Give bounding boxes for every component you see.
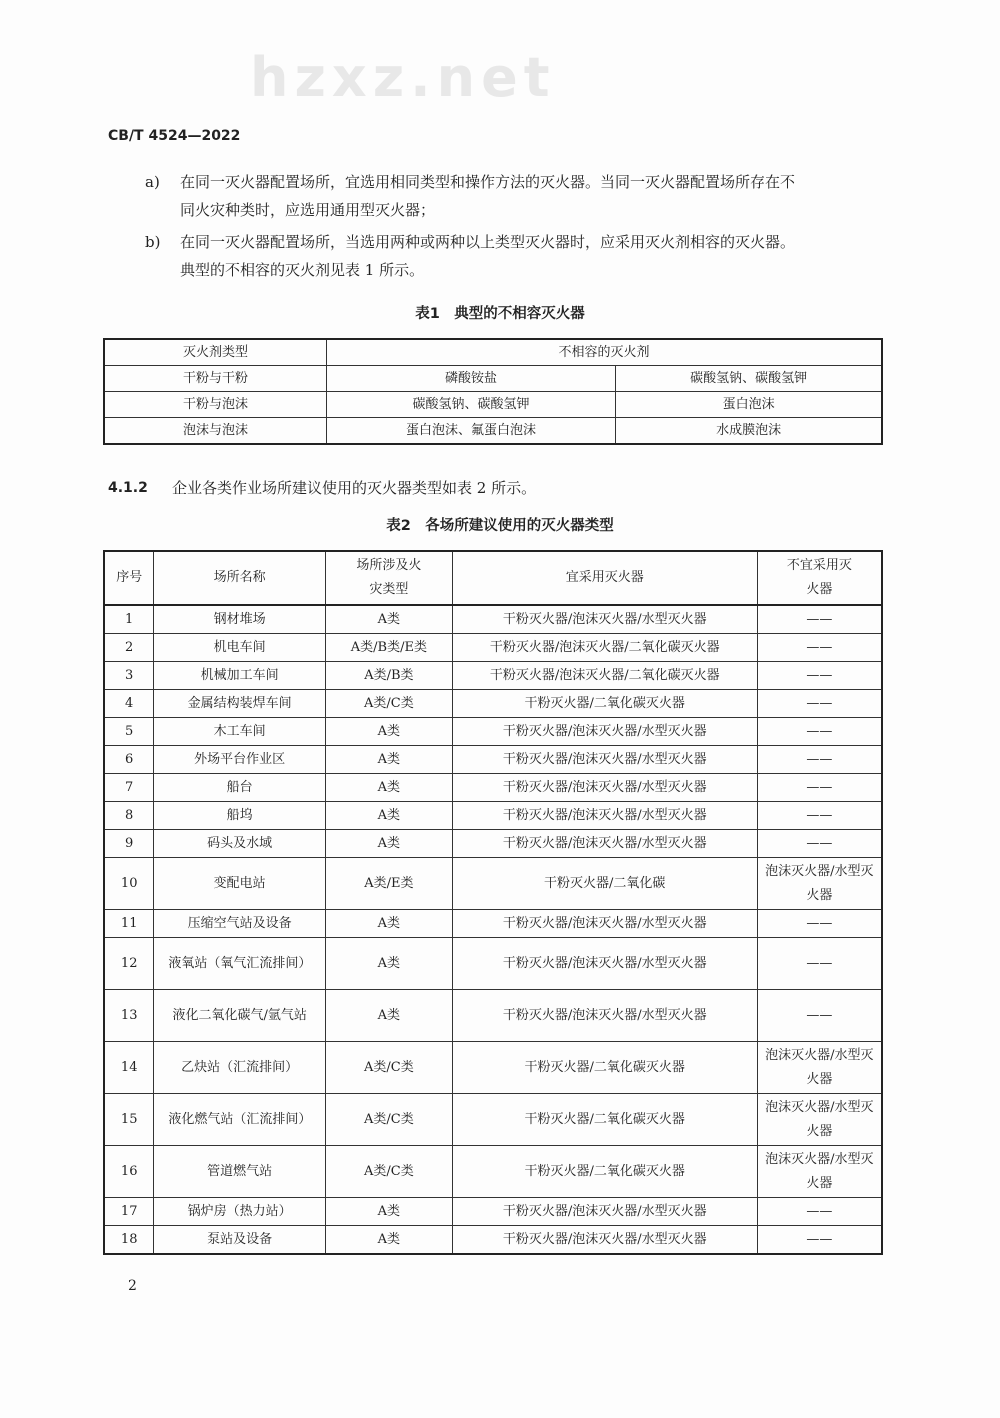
table-cell: A类 [325, 990, 452, 1042]
table-cell: 外场平台作业区 [154, 746, 326, 774]
line: 在同一灭火器配置场所，当选用两种或两种以上类型灭火器时，应采用灭火剂相容的灭火器。 [180, 233, 796, 251]
table-cell: —— [757, 938, 882, 990]
table-cell: 干粉灭火器/二氧化碳灭火器 [452, 690, 757, 718]
table-cell: 17 [104, 1198, 154, 1226]
table-cell: A类 [325, 910, 452, 938]
table-cell: 4 [104, 690, 154, 718]
table-cell: 11 [104, 910, 154, 938]
table2 [103, 550, 883, 1255]
table-cell: 干粉灭火器/泡沫灭火器/水型灭火器 [452, 774, 757, 802]
table-row [104, 718, 882, 746]
table-cell: A类 [325, 774, 452, 802]
table-cell: 锅炉房（热力站） [154, 1198, 326, 1226]
header-cell: 场所名称 [154, 551, 326, 605]
table-row [104, 392, 882, 418]
table-row [104, 830, 882, 858]
table-cell: 1 [104, 605, 154, 634]
table-cell: —— [757, 690, 882, 718]
header-cell: 不相容的灭火剂 [326, 339, 882, 366]
table-cell: 干粉灭火器/泡沫灭火器/二氧化碳灭火器 [452, 662, 757, 690]
table-cell: 干粉灭火器/泡沫灭火器/二氧化碳灭火器 [452, 634, 757, 662]
table-cell: —— [757, 662, 882, 690]
table-cell: A类 [325, 938, 452, 990]
table-cell: 泡沫灭火器/水型灭火器 [757, 858, 882, 910]
table-cell: 磷酸铵盐 [326, 366, 615, 392]
header-cell: 宜采用灭火器 [452, 551, 757, 605]
line: 典型的不相容的灭火剂见表 1 所示。 [180, 261, 425, 279]
table-cell: 干粉灭火器/泡沫灭火器/水型灭火器 [452, 830, 757, 858]
table-cell: —— [757, 910, 882, 938]
table1 [103, 338, 883, 445]
table-cell: A类/C类 [325, 1094, 452, 1146]
table-cell: 干粉灭火器/泡沫灭火器/水型灭火器 [452, 746, 757, 774]
table-cell: 液化二氧化碳气/氩气站 [154, 990, 326, 1042]
table-cell: A类/C类 [325, 690, 452, 718]
table-cell: A类 [325, 802, 452, 830]
table-row [104, 990, 882, 1042]
table-row [104, 746, 882, 774]
table-cell: —— [757, 634, 882, 662]
page-number: 2 [128, 1278, 137, 1294]
table-cell: —— [757, 1226, 882, 1255]
table-cell: 10 [104, 858, 154, 910]
table-row [104, 366, 882, 392]
table-row [104, 1226, 882, 1255]
table-cell: —— [757, 802, 882, 830]
table-cell: 泵站及设备 [154, 1226, 326, 1255]
table-cell: A类 [325, 830, 452, 858]
table-row [104, 662, 882, 690]
list-item-a-label: a) [145, 173, 160, 191]
table-row [104, 605, 882, 634]
table-cell: 钢材堆场 [154, 605, 326, 634]
table-cell: 水成膜泡沫 [616, 418, 882, 445]
table-row [104, 774, 882, 802]
table-row [104, 1042, 882, 1094]
list-item-b [180, 228, 890, 284]
table-cell: 15 [104, 1094, 154, 1146]
table-cell: 干粉与泡沫 [104, 392, 326, 418]
table-row [104, 802, 882, 830]
table-cell: 泡沫灭火器/水型灭火器 [757, 1146, 882, 1198]
table-row [104, 938, 882, 990]
table-cell: A类/E类 [325, 858, 452, 910]
table-cell: 船台 [154, 774, 326, 802]
table-row [104, 1094, 882, 1146]
table-cell: A类/B类 [325, 662, 452, 690]
table-cell: 干粉灭火器/泡沫灭火器/水型灭火器 [452, 1198, 757, 1226]
table-row [104, 1146, 882, 1198]
table-cell: 12 [104, 938, 154, 990]
table-cell: —— [757, 830, 882, 858]
table-cell: 木工车间 [154, 718, 326, 746]
table-cell: —— [757, 718, 882, 746]
table-cell: 16 [104, 1146, 154, 1198]
table-cell: 干粉灭火器/泡沫灭火器/水型灭火器 [452, 1226, 757, 1255]
table-cell: 压缩空气站及设备 [154, 910, 326, 938]
document-code: CB/T 4524—2022 [108, 128, 241, 144]
table-cell: 5 [104, 718, 154, 746]
header-cell: 序号 [104, 551, 154, 605]
table-cell: 机电车间 [154, 634, 326, 662]
header-cell: 灭火剂类型 [104, 339, 326, 366]
table-cell: 干粉灭火器/泡沫灭火器/水型灭火器 [452, 605, 757, 634]
section-number: 4.1.2 [108, 480, 148, 496]
table-cell: 乙炔站（汇流排间） [154, 1042, 326, 1094]
table-cell: A类 [325, 1198, 452, 1226]
table-cell: 7 [104, 774, 154, 802]
table-cell: 管道燃气站 [154, 1146, 326, 1198]
table-cell: 液化燃气站（汇流排间） [154, 1094, 326, 1146]
table-cell: —— [757, 990, 882, 1042]
table2-caption: 表2 各场所建议使用的灭火器类型 [386, 518, 614, 534]
table-row [104, 1198, 882, 1226]
table-cell: A类/C类 [325, 1042, 452, 1094]
table1-caption: 表1 典型的不相容灭火器 [415, 306, 585, 322]
table-row [104, 418, 882, 445]
line: 在同一灭火器配置场所，宜选用相同类型和操作方法的灭火器。当同一灭火器配置场所存在不 [180, 173, 796, 191]
table-cell: 18 [104, 1226, 154, 1255]
table-cell: A类/C类 [325, 1146, 452, 1198]
table-cell: 干粉灭火器/泡沫灭火器/水型灭火器 [452, 718, 757, 746]
header-cell: 场所涉及火灾类型 [325, 551, 452, 605]
table-cell: 3 [104, 662, 154, 690]
table-cell: 干粉灭火器/二氧化碳 [452, 858, 757, 910]
table-cell: 6 [104, 746, 154, 774]
table-cell: —— [757, 1198, 882, 1226]
table-cell: 金属结构装焊车间 [154, 690, 326, 718]
table-cell: 变配电站 [154, 858, 326, 910]
table-cell: 蛋白泡沫 [616, 392, 882, 418]
table-row [104, 690, 882, 718]
line: 同火灾种类时，应选用通用型灭火器； [180, 201, 436, 219]
table-cell: —— [757, 605, 882, 634]
table-cell: 干粉与干粉 [104, 366, 326, 392]
table-cell: A类/B类/E类 [325, 634, 452, 662]
table-row [104, 858, 882, 910]
table-cell: A类 [325, 746, 452, 774]
table-cell: —— [757, 774, 882, 802]
table-cell: 2 [104, 634, 154, 662]
list-item-a [180, 168, 890, 224]
table-cell: 码头及水域 [154, 830, 326, 858]
table-cell: 干粉灭火器/泡沫灭火器/水型灭火器 [452, 938, 757, 990]
section-text: 企业各类作业场所建议使用的灭火器类型如表 2 所示。 [172, 479, 537, 497]
watermark: hzxz.net [250, 46, 556, 109]
table-cell: 14 [104, 1042, 154, 1094]
table-cell: 13 [104, 990, 154, 1042]
table-cell: 泡沫与泡沫 [104, 418, 326, 445]
table-header-row [104, 339, 882, 366]
table-cell: 干粉灭火器/二氧化碳灭火器 [452, 1094, 757, 1146]
table-cell: 泡沫灭火器/水型灭火器 [757, 1094, 882, 1146]
table-cell: —— [757, 746, 882, 774]
table-cell: 船坞 [154, 802, 326, 830]
list-item-b-label: b) [145, 233, 161, 251]
table-cell: 蛋白泡沫、氟蛋白泡沫 [326, 418, 615, 445]
table-cell: A类 [325, 1226, 452, 1255]
table-cell: 碳酸氢钠、碳酸氢钾 [616, 366, 882, 392]
table-cell: 干粉灭火器/泡沫灭火器/水型灭火器 [452, 910, 757, 938]
table-cell: 机械加工车间 [154, 662, 326, 690]
table-cell: 干粉灭火器/泡沫灭火器/水型灭火器 [452, 802, 757, 830]
header-cell: 不宜采用灭火器 [757, 551, 882, 605]
table-cell: 液氧站（氧气汇流排间） [154, 938, 326, 990]
table-cell: 干粉灭火器/二氧化碳灭火器 [452, 1042, 757, 1094]
table-cell: 干粉灭火器/二氧化碳灭火器 [452, 1146, 757, 1198]
table-cell: 9 [104, 830, 154, 858]
table-header-row [104, 551, 882, 605]
table-cell: 8 [104, 802, 154, 830]
table-cell: 碳酸氢钠、碳酸氢钾 [326, 392, 615, 418]
table-cell: A类 [325, 605, 452, 634]
table-cell: 泡沫灭火器/水型灭火器 [757, 1042, 882, 1094]
table-cell: A类 [325, 718, 452, 746]
table-row [104, 910, 882, 938]
table-cell: 干粉灭火器/泡沫灭火器/水型灭火器 [452, 990, 757, 1042]
table-row [104, 634, 882, 662]
